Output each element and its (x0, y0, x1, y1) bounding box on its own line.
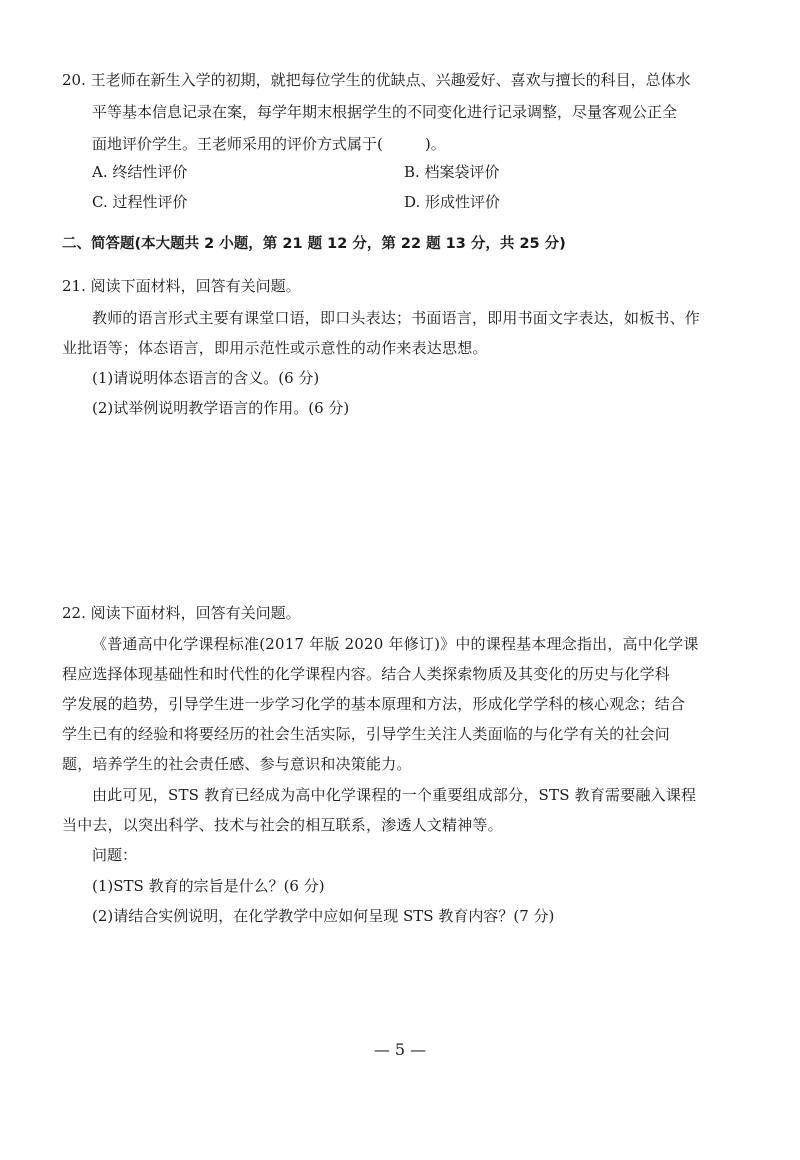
q20-line-1: 20. 王老师在新生入学的初期，就把每位学生的优缺点、兴趣爱好、喜欢与擅长的科目，总体水 (62, 71, 691, 89)
q22-material-line-5: 题，培养学生的社会责任感、参与意识和决策能力。 (62, 755, 412, 773)
q20-line-2: 平等基本信息记录在案，每学年期末根据学生的不同变化进行记录调整，尽量客观公正全 (92, 103, 678, 121)
q20-option-a: A. 终结性评价 (92, 163, 188, 181)
q20-line-3 (92, 134, 446, 154)
q21-sub-question-2: (2)试举例说明教学语言的作用。(6 分) (92, 399, 350, 417)
page-number: — 5 — (373, 1040, 427, 1059)
q20-line-3-text: 面地评价学生。王老师采用的评价方式属于( (92, 135, 383, 153)
q21-material-line-1: 教师的语言形式主要有课堂口语，即口头表达；书面语言，即用书面文字表达，如板书、作 (92, 309, 701, 327)
q22-sub-question-1: (1)STS 教育的宗旨是什么？(6 分) (92, 877, 325, 895)
q20-option-d: D. 形成性评价 (404, 193, 501, 211)
q20-option-b: B. 档案袋评价 (404, 163, 500, 181)
q22-paragraph-2-line-2: 当中去，以突出科学、技术与社会的相互联系，渗透人文精神等。 (62, 816, 503, 834)
q22-sub-question-2: (2)请结合实例说明，在化学教学中应如何呈现 STS 教育内容？(7 分) (92, 907, 555, 925)
q22-material-line-4: 学生已有的经验和将要经历的社会生活实际，引导学生关注人类面临的与化学有关的社会问 (62, 725, 671, 743)
q22-stem: 22. 阅读下面材料，回答有关问题。 (62, 604, 301, 622)
q22-material-line-1: 《普通高中化学课程标准(2017 年版 2020 年修订)》中的课程基本理念指出，高中化学课 (92, 635, 699, 653)
section-heading: 二、简答题(本大题共 2 小题，第 21 题 12 分，第 22 题 13 分，共 25 分) (62, 236, 566, 252)
q21-stem: 21. 阅读下面材料，回答有关问题。 (62, 277, 301, 295)
q21-sub-question-1: (1)请说明体态语言的含义。(6 分) (92, 369, 320, 387)
q21-material-line-2: 业批语等；体态语言，即用示范性或示意性的动作来表达思想。 (62, 339, 488, 357)
q22-paragraph-2-line-1: 由此可见，STS 教育已经成为高中化学课程的一个重要组成部分，STS 教育需要融入课程 (92, 786, 697, 804)
q22-material-line-3: 学发展的趋势，引导学生进一步学习化学的基本原理和方法，形成化学学科的核心观念；结合 (62, 695, 686, 713)
q20-line-3-end: )。 (424, 135, 446, 153)
q22-questions-label: 问题： (92, 846, 138, 864)
q22-material-line-2: 程应选择体现基础性和时代性的化学课程内容。结合人类探索物质及其变化的历史与化学科 (62, 665, 671, 683)
q20-option-c: C. 过程性评价 (92, 193, 188, 211)
